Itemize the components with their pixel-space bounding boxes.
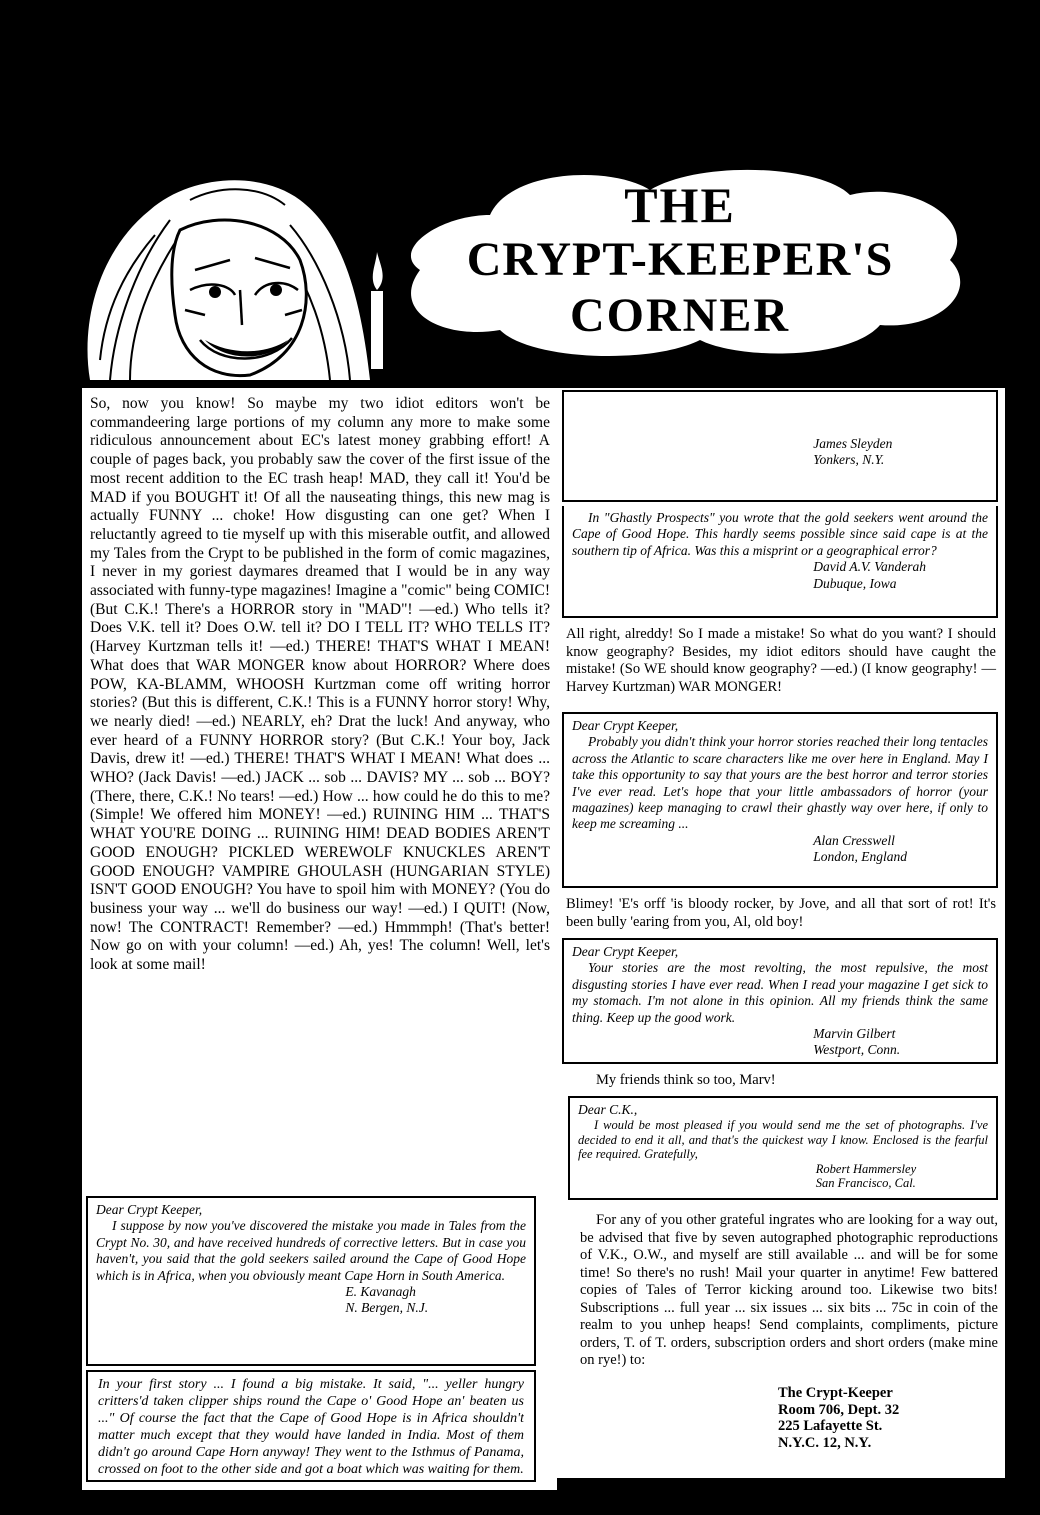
letter-greeting: Dear Crypt Keeper, xyxy=(572,944,679,959)
letter-signature-name: Alan Cresswell xyxy=(813,832,895,848)
letter-signature-place: Yonkers, N.Y. xyxy=(813,452,885,468)
letter-signature-name: Robert Hammersley xyxy=(815,1161,917,1176)
letter-body: In your first story ... I found a big mistake. It said, "... yeller hungry critters'd taken clipper ships round the Cape o' Good Hope an' beaten us ..." Of course the fact that the Cape of Good Hope is in Africa shouldn't matter much except that they would have landed in India. Most of them didn't go around Cape Horn anyway! They went to the Isthmus of Panama, crossed on foot to the other side and got a boat which was waiting for them. xyxy=(98,1377,524,1476)
closing-paragraph: For any of you other grateful ingrates who are looking for a way out, be advised that five by seven autographed photographic reproductions of V.K., O.W., and myself are still available ... and will be for some time! So there's no rush! Mail your quarter in anytime! Few battered copies of Tales of Terror kicking around too. Likewise two bits! Subscriptions ... full year ... six issues ... six bits ... 75c in coin of the realm to you unhep heaps! Send complaints, compliments, picture orders, T. of T. orders, subscription orders and short orders (make mine on rye!) to: xyxy=(580,1212,998,1368)
letter-sleyden xyxy=(86,1370,536,1482)
letter-vanderah xyxy=(562,506,998,618)
letter-signature-name: Marvin Gilbert xyxy=(813,1026,896,1042)
letter-greeting: Dear Crypt Keeper, xyxy=(572,718,679,733)
letter-body: Your stories are the most revolting, the most repulsive, the most disgusting stories I have ever read. When I read your magazine I get sick to my stomach. I'm not alone in this opinion. All my friends think the same thing. Keep up the good work. xyxy=(572,960,988,1025)
letter-signature-place: Dubuque, Iowa xyxy=(813,575,897,591)
reply-friends: My friends think so too, Marv! xyxy=(596,1072,776,1088)
address-line-3: 225 Lafayette St. xyxy=(778,1418,883,1434)
address-line-4: N.Y.C. 12, N.Y. xyxy=(778,1434,872,1451)
letter-body: I suppose by now you've discovered the mistake you made in Tales from the Crypt No. 30, and have received hundreds of corrective letters. But in case you haven't, you said that the gold seekers sailed around the Cape of Good Hope which is in Africa, when you obviously meant Cape Horn in South America. xyxy=(96,1218,526,1283)
crypt-keeper-illustration xyxy=(70,140,400,390)
letter-signature-place: N. Bergen, N.J. xyxy=(345,1300,429,1316)
letter-signature-name: David A.V. Vanderah xyxy=(813,559,927,575)
address-line-1: The Crypt-Keeper xyxy=(778,1385,893,1401)
letter-body: Probably you didn't think your horror stories reached their long tentacles across the Atlantic to scare characters like me over here in England. May I take this opportunity to say that yours are the best horror and terror stories I've ever read. Let's hope that your little ambassadors of horror (your magazines) keep managing to crawl their ghastly way over here, if only to keep me screaming ... xyxy=(572,734,988,832)
letter-signature-name: E. Kavanagh xyxy=(345,1284,416,1300)
letter-cresswell xyxy=(562,712,998,888)
letter-hammersley xyxy=(568,1096,998,1200)
letter-body: I would be most pleased if you would send me the set of photographs. I've decided to end it all, and that's the quickest way I know. Enclosed is the fearful fee required. Gratefully, xyxy=(578,1118,988,1162)
letter-signature-place: San Francisco, Cal. xyxy=(815,1176,916,1191)
letter-greeting: Dear Crypt Keeper, xyxy=(96,1202,203,1217)
intro-paragraph: So, now you know! So maybe my two idiot editors won't be commandeering large portions of my column any more to make some ridiculous announcement about EC's latest money grabbing effort! A couple of pages back, you probably saw the cover of the first issue of the most recent addition to the EC trash heap! MAD, they call it! You'd be MAD if you BOUGHT it! Of all the nauseating things, this new mag is actually FUNNY ... choke! How disgusting can one get? When I reluctantly agreed to tie myself up with this miserable outfit, and allowed my Tales from the Crypt to be published in the form of comic magazines, I never in my goriest daymares dreamed that I would be in any way associated with funny-type magazines! Imagine a "comic" being COMIC! (But C.K.! There's a HORROR story in "MAD"! —ed.) Who tells it? Does V.K. tell it? Does O.W. tell it? DO I TELL IT? WHO TELLS IT? (Harvey Kurtzman tells it! —ed.) THERE! THAT'S WHAT I MEAN! What does that WAR MONGER know about HORROR? Where does POW, KA-BLAMM, WHOOSH Kurtzman come off writing horror stories? (But this is different, C.K.! This is a FUNNY horror story! Why, we nearly died! —ed.) NEARLY, eh? Drat the luck! And anyway, who ever heard of a FUNNY HORROR story? (But C.K.! Your boy, Jack Davis, drew it! —ed.) THERE! THAT'S WHAT I MEAN! What does ... WHO? (Jack Davis! —ed.) JACK ... sob ... DAVIS? MY ... sob ... BOY? (There, there, C.K.! No tears! —ed.) How ... how could he do this to me? (Simple! We offered him MONEY! —ed.) RUINING HIM ... THAT'S WHAT YOU'RE DOING ... RUINING HIM! DEAD BODIES AREN'T GOOD ENOUGH? PICKLED WEREWOLF KNUCKLES AREN'T GOOD ENOUGH? VAMPIRE GHOULASH (HUNGARIAN STYLE) ISN'T GOOD ENOUGH? You have to spoil him with MONEY? (You do business your way ... we'll do business our way! —ed.) I QUIT! (Now, now! The CONTRACT! Remember? —ed.) Hmmmph! (That's better! Now go on with your column! —ed.) Ah, yes! The column! Well, let's look at some mail! xyxy=(90,395,550,974)
letter-body: In "Ghastly Prospects" you wrote that the gold seekers went around the Cape of Good Hope. This hardly seems possible since said cape is at the southern tip of Africa. Was this a misprint or a geographical error? xyxy=(572,510,988,558)
letter-greeting: Dear C.K., xyxy=(578,1102,638,1117)
letter-gilbert xyxy=(562,938,998,1064)
title-line-corner: CORNER xyxy=(569,289,790,342)
letter-kavanagh xyxy=(86,1196,536,1366)
letter-signature-name: James Sleyden xyxy=(813,436,893,451)
letter-signature-place: Westport, Conn. xyxy=(813,1042,901,1058)
letter-signature-place: London, England xyxy=(813,849,908,865)
title-line-the: THE xyxy=(624,177,736,233)
mailing-address xyxy=(778,1385,899,1451)
reply-blimey: Blimey! 'E's orff 'is bloody rocker, by Jove, and all that sort of rot! It's been bully 'earing from you, Al, old boy! xyxy=(566,896,996,930)
title-line-crypt-keepers: CRYPT-KEEPER'S xyxy=(466,233,894,286)
letter-sleyden-continued xyxy=(562,390,998,502)
address-line-2: Room 706, Dept. 32 xyxy=(778,1401,900,1418)
reply-geography: All right, alreddy! So I made a mistake! So what do you want? I should know geography? Besides, my idiot editors should have caught the mistake! (So WE should know geography? —ed.) (I know geography! —Harvey Kurtzman) WAR MONGER! xyxy=(566,626,996,695)
